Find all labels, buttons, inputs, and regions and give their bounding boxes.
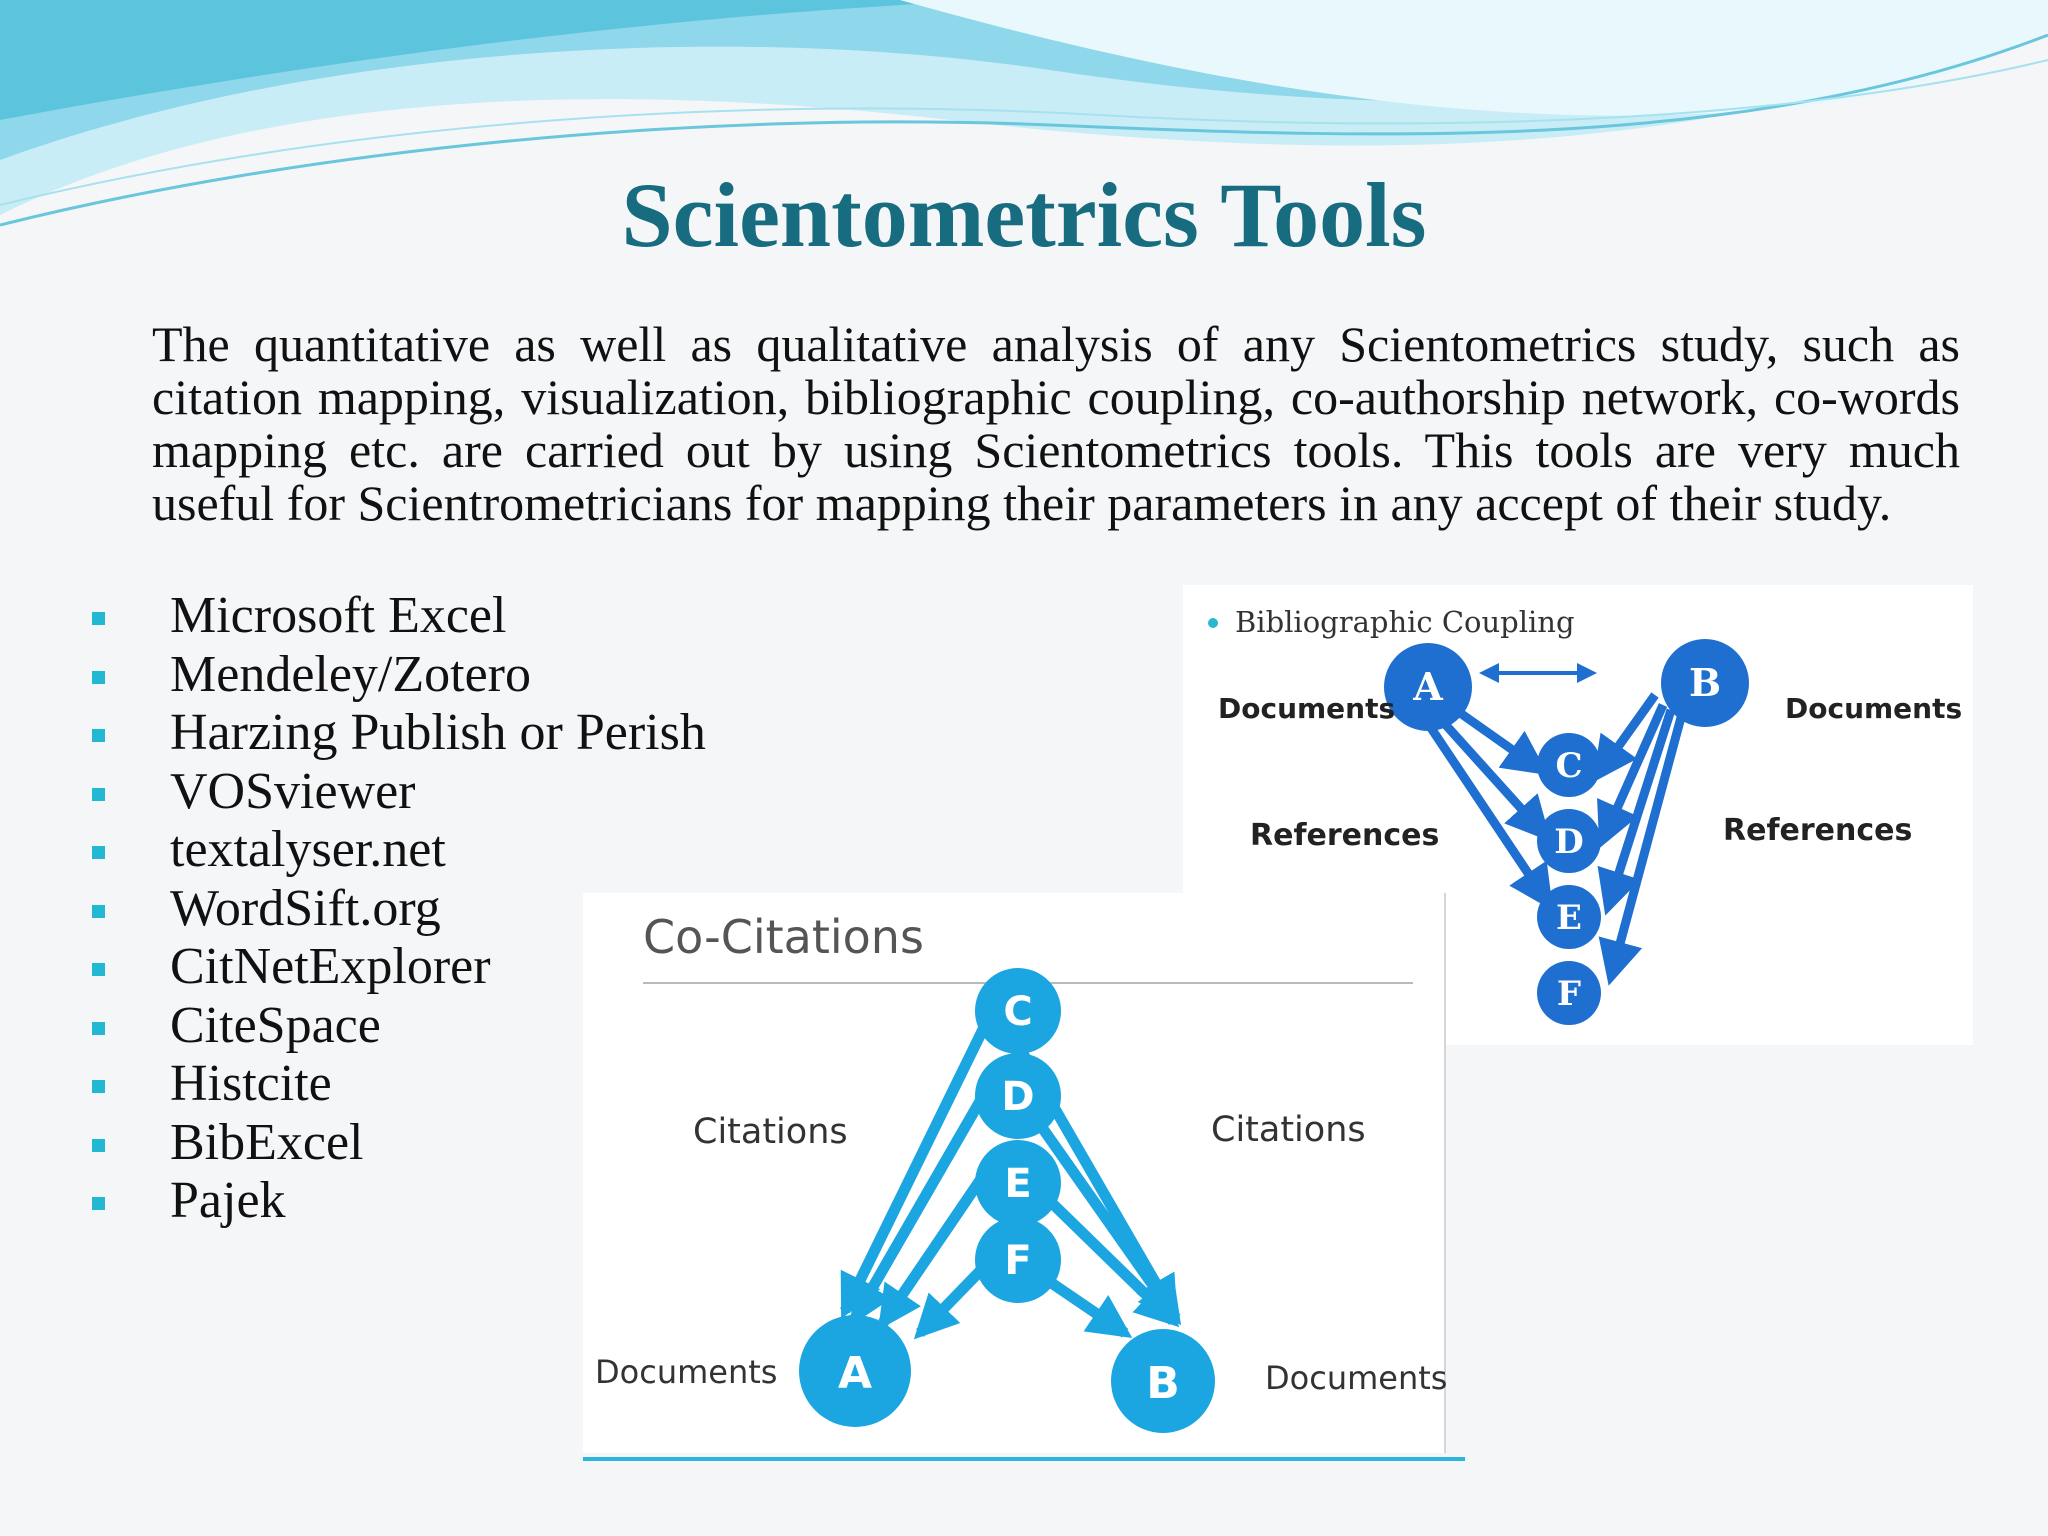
square-bullet-icon	[92, 671, 105, 684]
tool-name: BibExcel	[170, 1113, 364, 1171]
tool-name: Histcite	[170, 1055, 332, 1112]
list-item	[92, 587, 706, 646]
tool-name: Microsoft Excel	[170, 587, 507, 644]
node-label: B	[1146, 1358, 1180, 1409]
slide-title: Scientometrics Tools	[621, 164, 1427, 266]
node-d	[1537, 809, 1601, 873]
list-item	[92, 821, 706, 880]
bullet-icon	[1208, 618, 1218, 628]
node-c	[1537, 733, 1601, 797]
node-f	[975, 1217, 1061, 1303]
node-d	[975, 1053, 1061, 1139]
left-citations-label: Citations	[693, 1112, 848, 1152]
tool-name: VOSviewer	[170, 762, 416, 820]
node-label: E	[1004, 1161, 1032, 1207]
list-item	[92, 763, 706, 822]
square-bullet-icon	[92, 1139, 105, 1152]
square-bullet-icon	[92, 788, 105, 801]
node-label: E	[1556, 898, 1582, 938]
square-bullet-icon	[92, 905, 105, 918]
node-label: F	[1004, 1238, 1032, 1284]
square-bullet-icon	[92, 612, 105, 625]
tool-name: CitNetExplorer	[170, 938, 491, 995]
node-label: C	[1555, 746, 1583, 786]
right-documents-label: Documents	[1265, 1359, 1448, 1397]
node-e	[1537, 885, 1601, 949]
node-label: D	[1001, 1074, 1035, 1120]
left-documents-label: Documents	[595, 1353, 778, 1391]
node-label: A	[1413, 664, 1443, 709]
co-citations-diagram	[583, 893, 1465, 1463]
square-bullet-icon	[92, 1197, 105, 1210]
left-documents-label: Documents	[1218, 692, 1396, 725]
tool-name: Mendeley/Zotero	[170, 645, 531, 703]
node-label: C	[1003, 989, 1033, 1035]
list-item	[92, 646, 706, 705]
node-f	[1537, 961, 1601, 1025]
tool-name: CiteSpace	[170, 996, 381, 1054]
square-bullet-icon	[92, 1080, 105, 1093]
right-citations-label: Citations	[1211, 1110, 1366, 1150]
figure-heading: Bibliographic Coupling	[1235, 605, 1575, 639]
tool-name: Pajek	[170, 1172, 286, 1229]
node-label: D	[1554, 822, 1584, 862]
node-a	[1384, 643, 1472, 731]
right-references-label: References	[1723, 813, 1913, 848]
node-c	[975, 968, 1061, 1054]
square-bullet-icon	[92, 1022, 105, 1035]
tool-name: textalyser.net	[170, 821, 446, 878]
node-b	[1661, 639, 1749, 727]
intro-paragraph: The quantitative as well as qualitative analysis of any Scientometrics study, such as citation mapping, visualization, bibliographic coupling, co-authorship network, co-words mapping etc. are carried out by using Scientometrics tools. This tools are very much useful for Scientrometricians for mapping their parameters in any accept of their study.	[152, 316, 1960, 531]
node-label: F	[1556, 974, 1582, 1014]
square-bullet-icon	[92, 963, 105, 976]
list-item	[92, 704, 706, 763]
square-bullet-icon	[92, 846, 105, 859]
node-label: A	[837, 1348, 873, 1399]
left-references-label: References	[1250, 818, 1440, 853]
node-a	[799, 1315, 911, 1427]
node-e	[975, 1140, 1061, 1226]
tool-name: WordSift.org	[170, 879, 441, 937]
tool-name: Harzing Publish or Perish	[170, 704, 706, 761]
square-bullet-icon	[92, 729, 105, 742]
right-documents-label: Documents	[1785, 692, 1963, 725]
node-b	[1111, 1329, 1215, 1433]
node-label: B	[1688, 660, 1722, 705]
figure-heading: Co-Citations	[643, 910, 924, 964]
